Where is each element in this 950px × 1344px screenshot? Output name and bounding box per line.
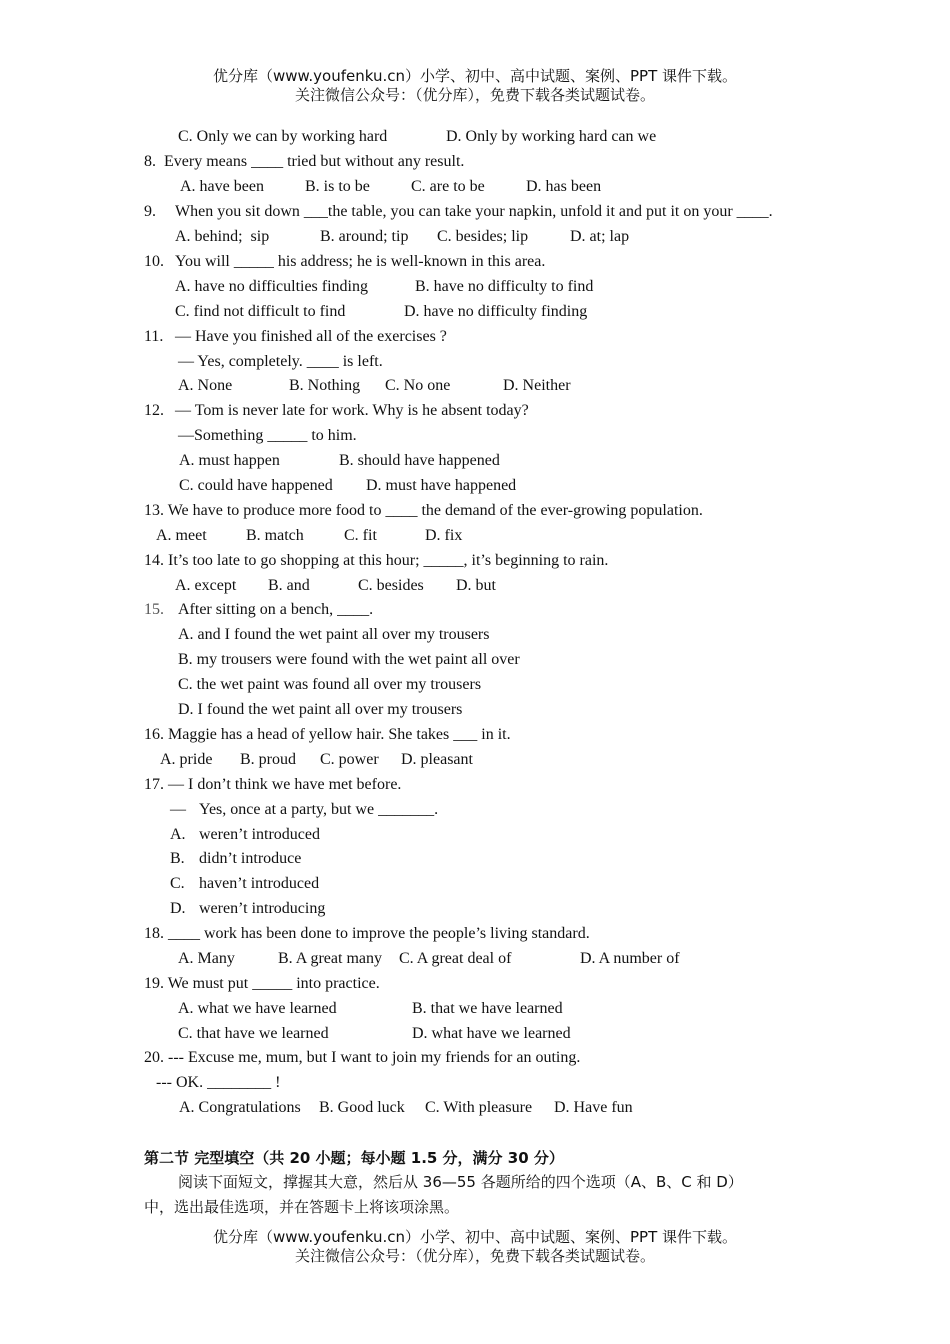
q18-option-b: B. A great many [278, 950, 382, 967]
q17-option-b-letter: B. [170, 850, 185, 867]
q10-option-d: D. have no difficulty finding [404, 303, 588, 320]
q16-option-b: B. proud [240, 751, 296, 768]
q10-option-c: C. find not difficult to find [175, 303, 346, 320]
q9-option-b: B. around; tip [320, 228, 409, 245]
q19-option-d: D. what have we learned [412, 1025, 571, 1042]
q20-option-a: A. Congratulations [179, 1099, 301, 1116]
q7-option-d: D. Only by working hard can we [446, 128, 657, 145]
q20-reply: --- OK. ________ ! [156, 1074, 281, 1091]
q19-option-a: A. what we have learned [178, 1000, 337, 1017]
q17-stem: 17. — I don’t think we have met before. [144, 776, 402, 793]
q20-option-b: B. Good luck [319, 1099, 405, 1116]
q8-option-d: D. has been [526, 178, 602, 195]
q7-option-c: C. Only we can by working hard [178, 128, 388, 145]
q14-option-b: B. and [268, 577, 310, 594]
q10-option-b: B. have no difficulty to find [415, 278, 594, 295]
q15-number: 15. [144, 601, 164, 618]
q8-option-b: B. is to be [305, 178, 370, 195]
q9-option-c: C. besides; lip [437, 228, 529, 245]
q18-option-a: A. Many [178, 950, 235, 967]
q14-option-d: D. but [456, 577, 496, 594]
q14-stem: 14. It’s too late to go shopping at this hour; _____, it’s beginning to rain. [144, 552, 609, 569]
q15-option-a: A. and I found the wet paint all over my trousers [178, 626, 490, 643]
q11-option-a: A. None [178, 377, 233, 394]
section2-instruction-line-1: 阅读下面短文，撑握其大意，然后从 36—55 各题所给的四个选项（A、B、C 和 D） [178, 1173, 743, 1191]
q14-option-a: A. except [175, 577, 237, 594]
q17-reply-dash: — [170, 801, 186, 818]
q17-option-b: didn’t introduce [199, 850, 302, 867]
q11-number: 11. [144, 328, 164, 345]
q11-option-c: C. No one [385, 377, 451, 394]
q20-stem: 20. --- Excuse me, mum, but I want to join my friends for an outing. [144, 1049, 581, 1066]
q17-option-c: haven’t introduced [199, 875, 320, 892]
q11-reply: — Yes, completely. ____ is left. [178, 353, 383, 370]
q13-option-d: D. fix [425, 527, 463, 544]
q18-option-d: D. A number of [580, 950, 680, 967]
q12-option-d: D. must have happened [366, 477, 517, 494]
q19-stem: 19. We must put _____ into practice. [144, 975, 380, 992]
section2-title: 第二节 完型填空（共 20 小题；每小题 1.5 分，满分 30 分） [144, 1149, 564, 1167]
q20-option-d: D. Have fun [554, 1099, 633, 1116]
q18-stem: 18. ____ work has been done to improve the people’s living standard. [144, 925, 590, 942]
footer-line-1: 优分库（www.youfenku.cn）小学、初中、高中试题、案例、PPT 课件下载。 [212, 1228, 738, 1246]
q9-number: 9. [144, 203, 156, 220]
q11-option-d: D. Neither [503, 377, 571, 394]
q12-option-b: B. should have happened [339, 452, 500, 469]
q11-stem: — Have you finished all of the exercises ? [175, 328, 447, 345]
q13-stem: 13. We have to produce more food to ____ the demand of the ever-growing population. [144, 502, 703, 519]
q13-option-c: C. fit [344, 527, 377, 544]
q19-option-c: C. that have we learned [178, 1025, 329, 1042]
q12-option-a: A. must happen [179, 452, 280, 469]
q16-stem: 16. Maggie has a head of yellow hair. She takes ___ in it. [144, 726, 511, 743]
q14-option-c: C. besides [358, 577, 424, 594]
q17-option-a: weren’t introduced [199, 826, 320, 843]
q17-option-d-letter: D. [170, 900, 186, 917]
q12-stem: — Tom is never late for work. Why is he absent today? [175, 402, 529, 419]
q15-option-c: C. the wet paint was found all over my trousers [178, 676, 482, 693]
q9-option-a: A. behind; sip [175, 228, 270, 245]
q16-option-d: D. pleasant [401, 751, 473, 768]
q15-option-b: B. my trousers were found with the wet paint all over [178, 651, 520, 668]
q16-option-a: A. pride [160, 751, 213, 768]
q13-option-b: B. match [246, 527, 304, 544]
q8-stem: 8. Every means ____ tried but without any result. [144, 153, 465, 170]
q17-reply: Yes, once at a party, but we _______. [199, 801, 439, 818]
footer-line-2: 关注微信公众号：（优分库），免费下载各类试题试卷。 [294, 1247, 655, 1265]
q18-option-c: C. A great deal of [399, 950, 512, 967]
header-line-1: 优分库（www.youfenku.cn）小学、初中、高中试题、案例、PPT 课件下载。 [212, 67, 738, 85]
q12-number: 12. [144, 402, 164, 419]
q9-stem: When you sit down ___the table, you can take your napkin, unfold it and put it on your ____. [175, 203, 773, 220]
q8-option-c: C. are to be [411, 178, 485, 195]
q17-option-d: weren’t introducing [199, 900, 326, 917]
q20-option-c: C. With pleasure [425, 1099, 533, 1116]
q17-option-c-letter: C. [170, 875, 185, 892]
q11-option-b: B. Nothing [289, 377, 361, 394]
q16-option-c: C. power [320, 751, 379, 768]
q19-option-b: B. that we have learned [412, 1000, 563, 1017]
section2-instruction-line-2: 中，选出最佳选项，并在答题卡上将该项涂黑。 [144, 1198, 460, 1216]
q9-option-d: D. at; lap [570, 228, 630, 245]
q10-number: 10. [144, 253, 164, 270]
q10-option-a: A. have no difficulties finding [175, 278, 368, 295]
header-line-2: 关注微信公众号：（优分库），免费下载各类试题试卷。 [294, 86, 655, 104]
q8-option-a: A. have been [180, 178, 264, 195]
q15-option-d: D. I found the wet paint all over my trousers [178, 701, 463, 718]
q15-stem: After sitting on a bench, ____. [178, 601, 374, 618]
q12-option-c: C. could have happened [179, 477, 333, 494]
q10-stem: You will _____ his address; he is well-known in this area. [175, 253, 546, 270]
q12-reply: —Something _____ to him. [178, 427, 357, 444]
q13-option-a: A. meet [156, 527, 207, 544]
q17-option-a-letter: A. [170, 826, 186, 843]
